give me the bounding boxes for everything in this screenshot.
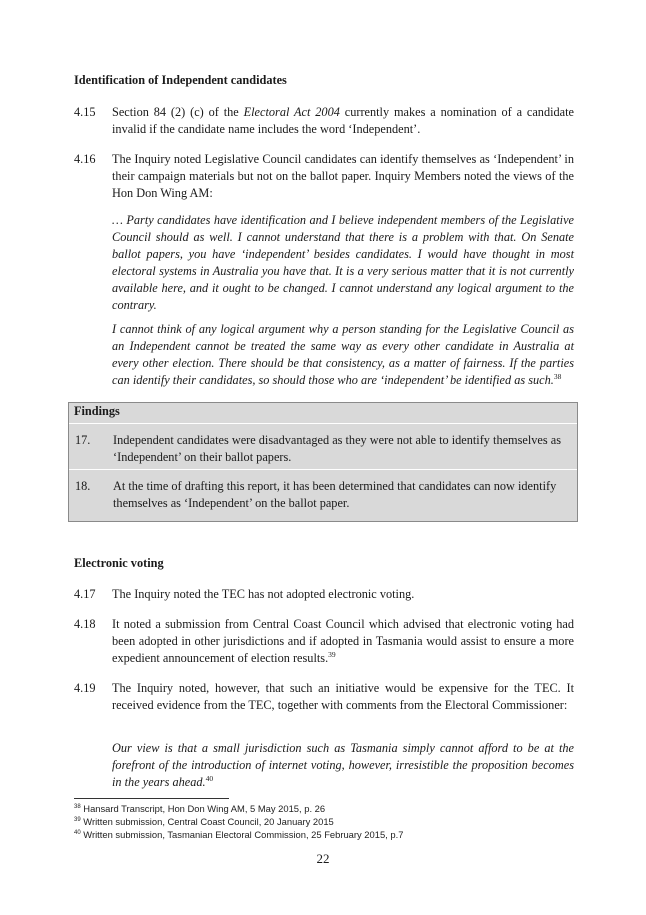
finding-item xyxy=(75,478,569,512)
section-heading-electronic-voting: Electronic voting xyxy=(74,556,164,570)
paragraph-4-15 xyxy=(74,104,574,138)
findings-divider xyxy=(69,423,577,424)
quote-electoral-commissioner: Our view is that a small jurisdiction such as Tasmania simply cannot afford to be at the forefront of the introduction of internet voting, however, irresistible the proposition becomes in the years ahead.$^{40}$ xyxy=(112,741,574,789)
paragraph-text: It noted a submission from Central Coast Council which advised that electronic voting had been adopted in other jurisdictions and if adopted in Tasmania would assist to ensure a more expedient announcement of election results.$^{39}$ xyxy=(112,617,574,665)
quote-don-wing-2: I cannot think of any logical argument why a person standing for the Legislative Council as an Independent cannot be treated the same way as every other candidate in Australia at every other election. There should be that consistency, as a matter of fairness. If the parties can identify their candidates, so should those who are ‘independent’ be identified as such.$^{38}$ xyxy=(112,322,574,387)
paragraph-text: Section 84 (2) (c) of the Electoral Act 2004 currently makes a nomination of a candidate invalid if the candidate name includes the word ‘Independent’. xyxy=(112,105,574,136)
footnote-39: $^{39}$ Written submission, Central Coast Council, 20 January 2015 xyxy=(74,816,334,827)
footnote-ref: 38 xyxy=(553,372,562,381)
findings-title: Findings xyxy=(74,404,120,418)
paragraph-4-18 xyxy=(74,616,574,667)
footnote-separator xyxy=(74,798,229,799)
paragraph-4-19 xyxy=(74,680,574,714)
act-title: Electoral Act 2004 xyxy=(243,105,340,119)
finding-number: 18. xyxy=(75,479,91,493)
paragraph-text: The Inquiry noted the TEC has not adopted electronic voting. xyxy=(112,587,415,601)
footnote-40: $^{40}$ Written submission, Tasmanian Electoral Commission, 25 February 2015, p.7 xyxy=(74,829,404,840)
paragraph-number: 4.18 xyxy=(74,617,96,631)
paragraph-number: 4.15 xyxy=(74,105,96,119)
footnote-ref: 39 xyxy=(328,650,336,659)
paragraph-number: 4.16 xyxy=(74,152,96,166)
paragraph-number: 4.17 xyxy=(74,587,96,601)
finding-number: 17. xyxy=(75,433,91,447)
footnote-ref: 40 xyxy=(205,774,214,783)
section-heading-independent-candidates: Identification of Independent candidates xyxy=(74,73,287,87)
finding-text: At the time of drafting this report, it has been determined that candidates can now identify themselves as ‘Independent’ on the ballot paper. xyxy=(113,479,557,510)
paragraph-text: The Inquiry noted Legislative Council candidates can identify themselves as ‘Independent’ in their campaign materials but not on the ballot paper. Inquiry Members noted the views of the Hon Don Wing AM: xyxy=(112,152,574,200)
paragraph-4-16 xyxy=(74,151,574,202)
quote-don-wing-1: … Party candidates have identification and I believe independent members of the Legislative Council should as well. I cannot understand that there is a problem with that. On Senate ballot papers, you have ‘independent’ besides candidates. I would have thought in most electoral systems in Australia you have that. It is a very serious matter that it is not currently available here, and it ought to be changed. I cannot understand any logical argument to the contrary. xyxy=(112,213,574,312)
paragraph-text: The Inquiry noted, however, that such an initiative would be expensive for the TEC. It received evidence from the TEC, together with comments from the Electoral Commissioner: xyxy=(112,681,574,712)
page-number: 22 xyxy=(316,851,330,866)
paragraph-4-17 xyxy=(74,586,574,603)
findings-box xyxy=(68,402,578,522)
footnote-38: $^{38}$ Hansard Transcript, Hon Don Wing AM, 5 May 2015, p. 26 xyxy=(74,803,326,814)
paragraph-number: 4.19 xyxy=(74,681,96,695)
finding-item xyxy=(75,432,569,466)
finding-text: Independent candidates were disadvantaged as they were not able to identify themselves as ‘Independent’ on their ballot papers. xyxy=(113,433,561,464)
findings-divider xyxy=(69,469,577,470)
